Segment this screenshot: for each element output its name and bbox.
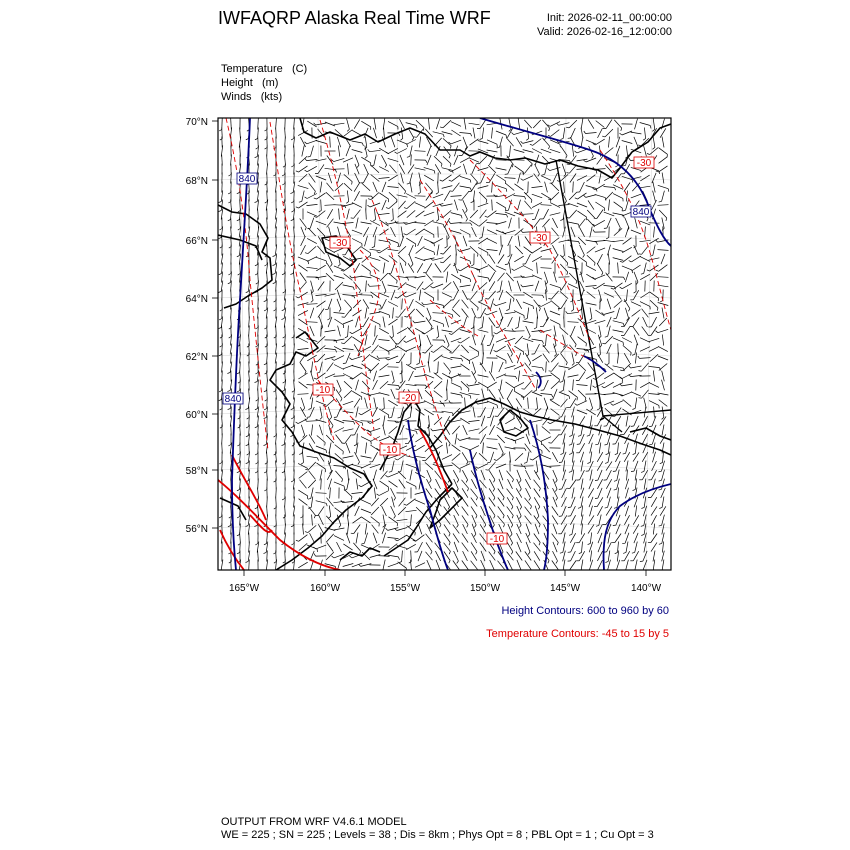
wind-barb-flag — [486, 470, 489, 471]
lon-tick-label: 160°W — [309, 583, 341, 594]
wind-barb-flag — [396, 317, 399, 318]
plot-title: IWFAQRP Alaska Real Time WRF — [218, 8, 491, 28]
wind-barb-flag — [468, 299, 471, 300]
temp-label: -20 — [401, 393, 417, 404]
field-unit: (C) — [291, 63, 308, 75]
model-info-line-2: WE = 225 ; SN = 225 ; Levels = 38 ; Dis = 8km ; Phys Opt = 8 ; PBL Opt = 1 ; Cu Opt = 3 — [221, 829, 654, 841]
wind-barb-flag — [514, 416, 515, 419]
temp-label: -10 — [315, 385, 331, 396]
field-label: Winds — [221, 91, 252, 103]
wind-barb-flag — [326, 261, 327, 264]
wind-barb-flag — [416, 468, 417, 471]
wind-barb-flag — [639, 254, 642, 255]
wind-barb-flag — [237, 571, 240, 572]
wind-barb-flag — [459, 200, 462, 201]
wind-barb-flag — [325, 443, 326, 446]
wind-barb-flag — [414, 137, 417, 138]
temp-label: -10 — [382, 445, 398, 456]
lat-tick-label: 68°N — [185, 176, 208, 187]
lon-tick-label: 140°W — [630, 583, 662, 594]
wind-barb-flag — [460, 470, 461, 473]
height-label: 840 — [632, 207, 650, 218]
wind-barb-flag — [398, 243, 399, 246]
wind-barb-flag — [246, 571, 249, 572]
wind-barb-flag — [622, 543, 625, 544]
model-info-line-1: OUTPUT FROM WRF V4.6.1 MODEL — [221, 816, 407, 828]
wind-barb-flag — [569, 396, 570, 399]
field-unit: (m) — [261, 77, 279, 89]
wind-barb-flag — [559, 308, 560, 311]
temp-label: -30 — [636, 158, 652, 169]
lon-tick-label: 155°W — [389, 583, 421, 594]
wind-barb-flag — [639, 398, 642, 399]
lat-tick-label: 66°N — [185, 236, 208, 247]
wind-barb-flag — [409, 571, 411, 573]
valid-time: Valid: 2026-02-16_12:00:00 — [537, 26, 672, 38]
temp-label: -30 — [332, 238, 348, 249]
wind-barb-flag — [397, 246, 400, 247]
lon-tick-label: 145°W — [549, 583, 581, 594]
wind-barb-flag — [487, 345, 490, 346]
height-label: 840 — [238, 174, 256, 185]
wind-barb-flag — [389, 315, 390, 318]
latitude-labels — [186, 117, 208, 535]
wind-barb-flag — [549, 371, 552, 372]
init-time: Init: 2026-02-11_00:00:00 — [546, 12, 672, 24]
lat-tick-label: 60°N — [185, 410, 208, 421]
lat-tick-label: 62°N — [185, 352, 208, 363]
lat-tick-label: 64°N — [185, 294, 208, 305]
lon-tick-label: 165°W — [228, 583, 260, 594]
wind-barb-flag — [325, 309, 328, 310]
field-unit: (kts) — [260, 91, 283, 103]
longitude-labels — [229, 583, 662, 594]
wind-barb-flag — [443, 324, 444, 327]
lat-tick-label: 70°N — [185, 117, 208, 128]
wind-barb-flag — [649, 426, 652, 427]
temperature-contour-note: Temperature Contours: -45 to 15 by 5 — [486, 628, 669, 640]
temp-label: -10 — [489, 534, 505, 545]
temp-label: -30 — [532, 233, 548, 244]
field-label: Height — [221, 77, 253, 89]
lat-tick-label: 58°N — [185, 466, 208, 477]
wind-barb-flag — [415, 532, 416, 535]
wind-barb-flag — [532, 219, 535, 220]
height-label: 840 — [224, 394, 242, 405]
height-contour-note: Height Contours: 600 to 960 by 60 — [501, 605, 669, 617]
lon-tick-label: 150°W — [469, 583, 501, 594]
lat-tick-label: 56°N — [185, 524, 208, 535]
wind-barb-flag — [522, 389, 525, 390]
field-label: Temperature — [221, 63, 283, 75]
wind-barb-flag — [470, 279, 471, 282]
map-background — [218, 118, 671, 570]
